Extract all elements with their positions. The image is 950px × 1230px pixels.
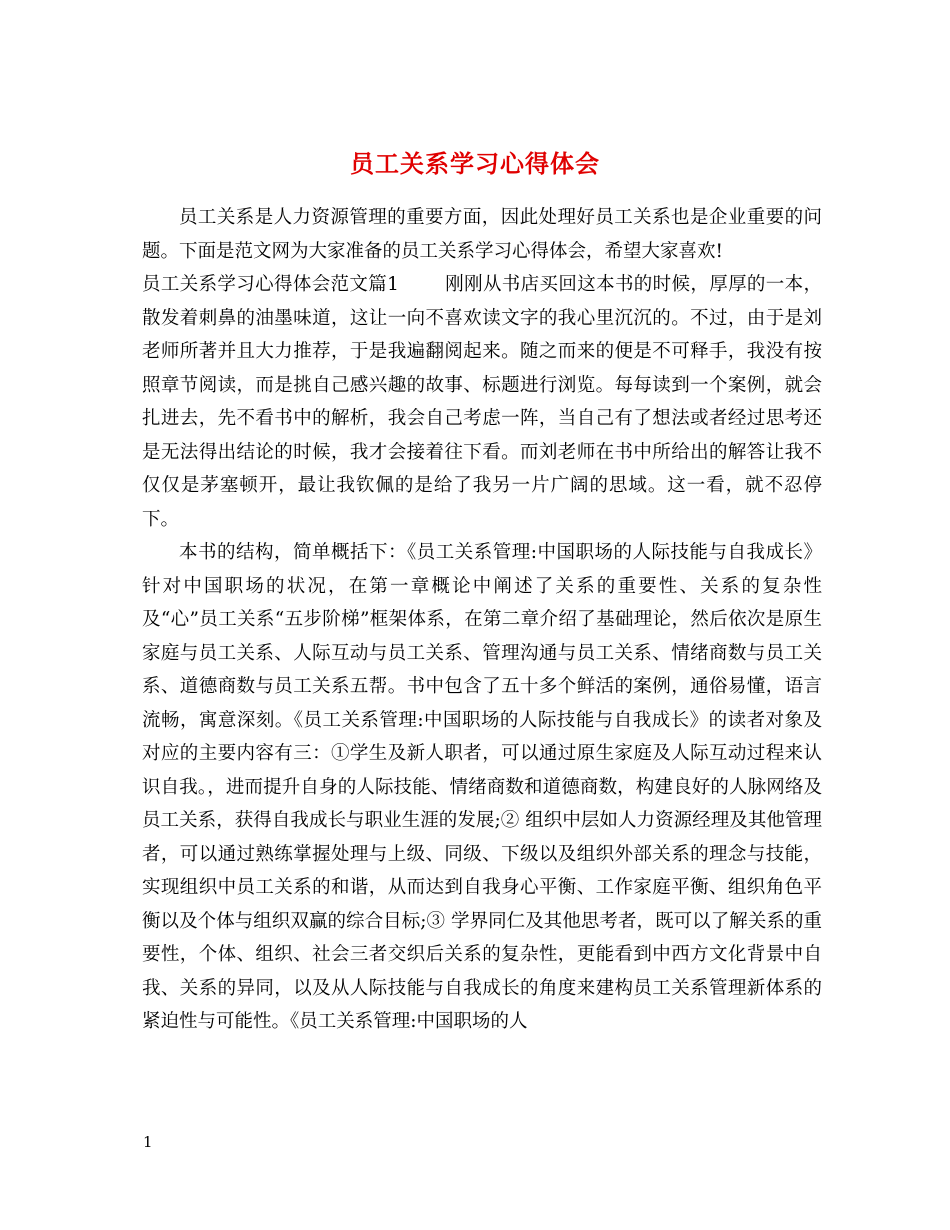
section-paragraph [142,268,822,536]
section-heading: 员工关系学习心得体会范文篇1 [142,274,399,295]
document-body [142,201,822,1039]
page-title: 员工关系学习心得体会 [350,149,600,179]
structure-paragraph: 本书的结构，简单概括下：《员工关系管理:中国职场的人际技能与自我成长》针对中国职场的状况，在第一章概论中阐述了关系的重要性、关系的复杂性及“心”员工关系“五步阶梯”框架体系，在第二章介绍了基础理论，然后依次是原生家庭与员工关系、人际互动与员工关系、管理沟通与员工关系、情绪商数与员工关系、道德商数与员工关系五帮。书中包含了五十多个鲜活的案例，通俗易懂，语言流畅，寓意深刻。《员工关系管理:中国职场的人际技能与自我成长》的读者对象及对应的主要内容有三：①学生及新人职者，可以通过原生家庭及人际互动过程来认识自我。，进而提升自身的人际技能、情绪商数和道德商数，构建良好的人脉网络及员工关系，获得自我成长与职业生涯的发展;② 组织中层如人力资源经理及其他管理者，可以通过熟练掌握处理与上级、同级、下级以及组织外部关系的理念与技能，实现组织中员工关系的和谐，从而达到自我身心平衡、工作家庭平衡、组织角色平衡以及个体与组织双赢的综合目标;③ 学界同仁及其他思考者，既可以了解关系的重要性，个体、组织、社会三者交织后关系的复杂性，更能看到中西方文化背景中自我、关系的异同，以及从人际技能与自我成长的角度来建构员工关系管理新体系的紧迫性与可能性。《员工关系管理:中国职场的人 [142,542,822,1032]
page-number: 1 [143,1133,153,1151]
section-text: 刚刚从书店买回这本书的时候，厚厚的一本，散发着刺鼻的油墨味道，这让一向不喜欢读文字的我心里沉沉的。不过，由于是刘老师所著并且大力推荐，于是我遍翻阅起来。随之而来的便是不可释手，我没有按照章节阅读，而是挑自己感兴趣的故事、标题进行浏览。每每读到一个案例，就会扎进去，先不看书中的解析，我会自己考虑一阵，当自己有了想法或者经过思考还是无法得出结论的时候，我才会接着往下看。而刘老师在书中所给出的解答让我不仅仅是茅塞顿开，最让我钦佩的是给了我另一片广阔的思域。这一看，就不忍停下。 [142,274,822,530]
intro-paragraph: 员工关系是人力资源管理的重要方面，因此处理好员工关系也是企业重要的问题。下面是范文网为大家准备的员工关系学习心得体会，希望大家喜欢! [142,207,822,262]
